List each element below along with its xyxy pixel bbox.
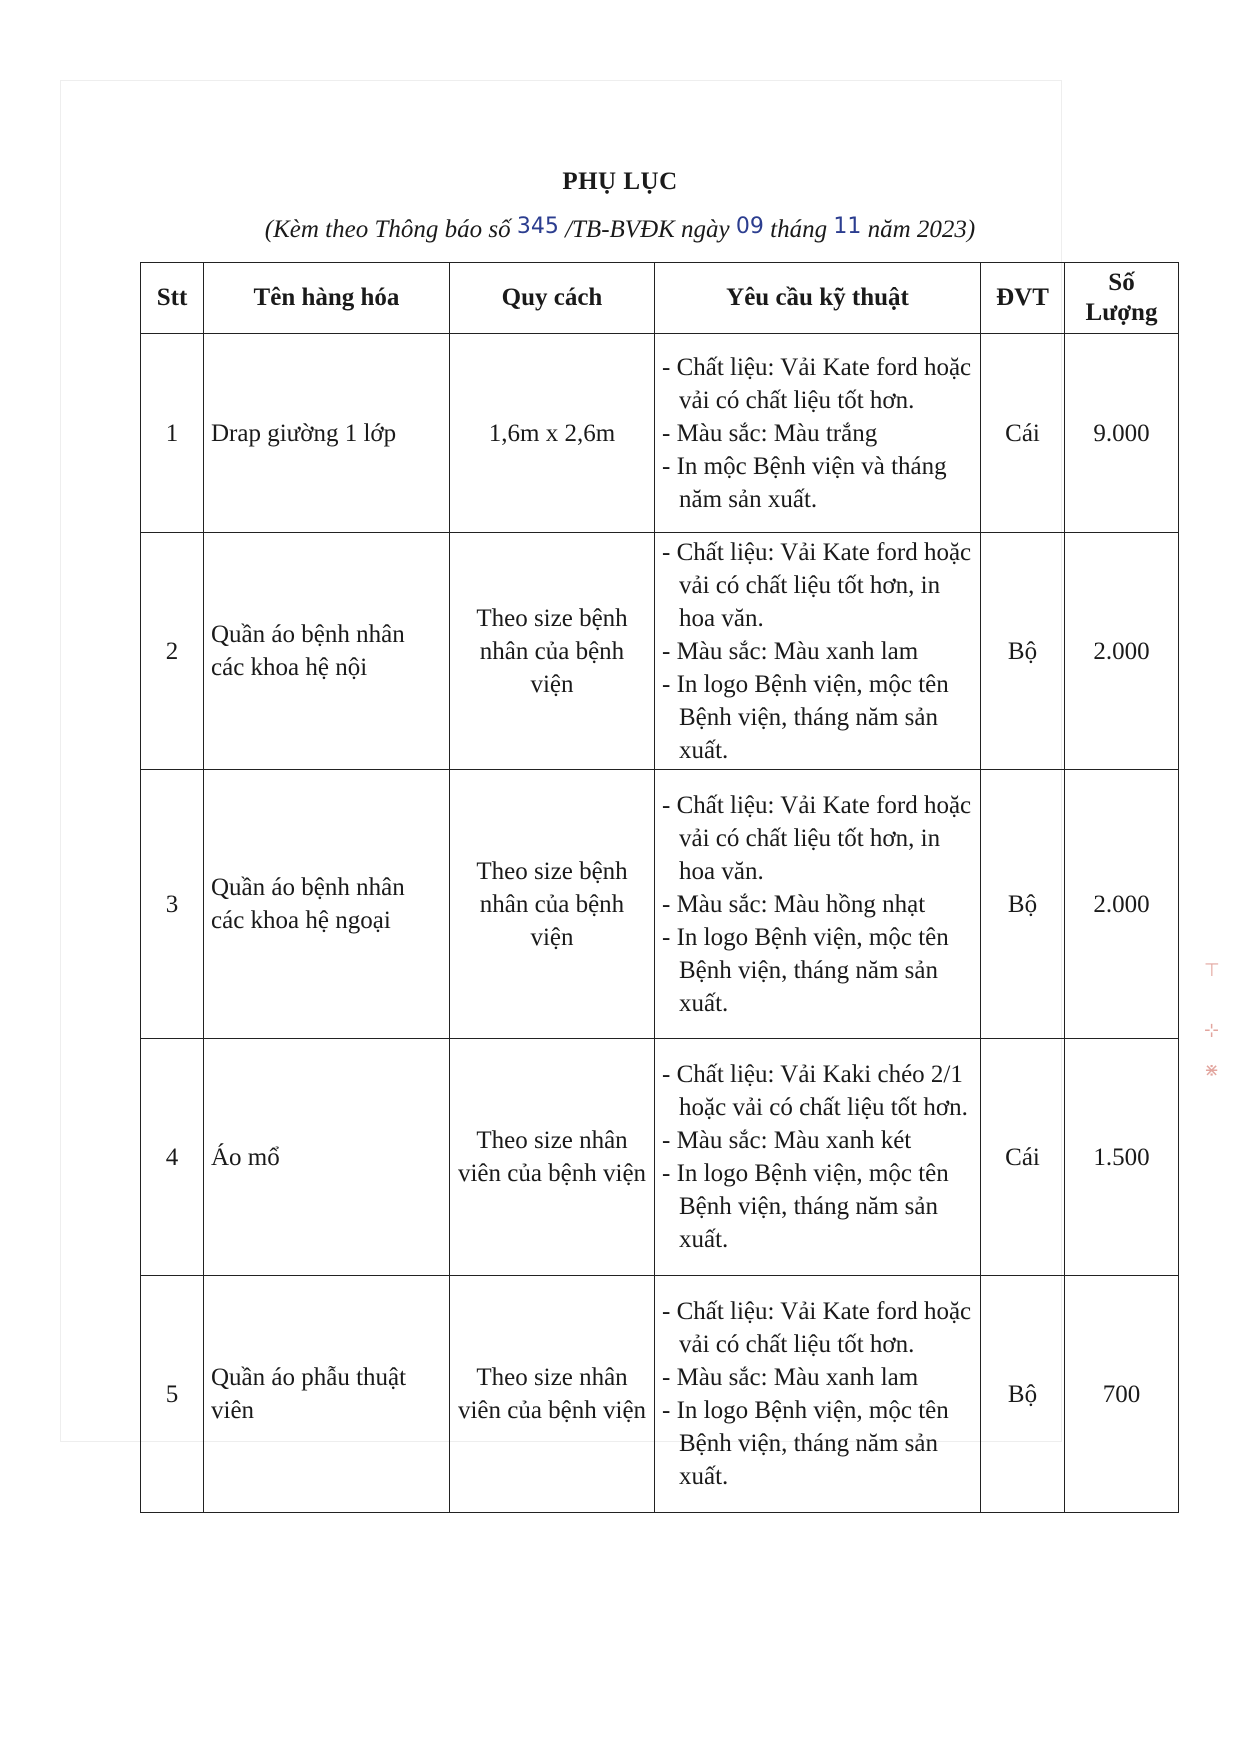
requirement-line: - Màu sắc: Màu xanh lam — [662, 1364, 919, 1391]
stamp-fragment-mark: ⋇ — [1204, 1060, 1220, 1081]
col-header-name: Tên hàng hóa — [204, 263, 450, 334]
table-row — [141, 1276, 1179, 1513]
requirement-line: - In logo Bệnh viện, mộc tên Bệnh viện, tháng năm sản xuất. — [662, 1397, 949, 1490]
cell-name: Áo mổ — [204, 1039, 450, 1276]
month-handwritten: 11 — [833, 214, 862, 239]
cell-requirements — [655, 334, 981, 533]
cell-unit: Bộ — [981, 770, 1065, 1039]
table-header-row — [141, 263, 1179, 334]
cell-stt: 1 — [141, 334, 204, 533]
cell-spec: Theo size nhân viên của bệnh viện — [450, 1276, 655, 1513]
cell-unit: Cái — [981, 334, 1065, 533]
stamp-fragment-mark: ⊹ — [1204, 1020, 1220, 1041]
cell-unit: Bộ — [981, 533, 1065, 770]
table-row — [141, 533, 1179, 770]
col-header-quantity-line2: Lượng — [1085, 299, 1158, 326]
stamp-fragment-mark: ⊤ — [1204, 960, 1220, 981]
requirement-line: - Chất liệu: Vải Kate ford hoặc vải có chất liệu tốt hơn, in hoa văn. — [662, 791, 972, 885]
cell-spec: Theo size bệnh nhân của bệnh viện — [450, 770, 655, 1039]
cell-stt: 5 — [141, 1276, 204, 1513]
cell-stt: 4 — [141, 1039, 204, 1276]
cell-name: Quần áo phẫu thuật viên — [204, 1276, 450, 1513]
cell-stt: 3 — [141, 770, 204, 1039]
col-header-unit: ĐVT — [981, 263, 1065, 334]
requirement-line: - Chất liệu: Vải Kate ford hoặc vải có chất liệu tốt hơn, in hoa văn. — [662, 538, 972, 632]
page-title: PHỤ LỤC — [562, 168, 678, 195]
cell-spec: Theo size nhân viên của bệnh viện — [450, 1039, 655, 1276]
requirement-line: - Màu sắc: Màu xanh lam — [662, 637, 919, 665]
subtitle-mid: /TB-BVĐK ngày — [558, 216, 736, 243]
requirement-line: - Chất liệu: Vải Kaki chéo 2/1 hoặc vải có chất liệu tốt hơn. — [662, 1061, 968, 1121]
requirement-line: - Màu sắc: Màu xanh két — [662, 1127, 912, 1154]
cell-stt: 2 — [141, 533, 204, 770]
cell-name: Drap giường 1 lớp — [204, 334, 450, 533]
col-header-quantity-line1: Số — [1108, 269, 1135, 296]
cell-name: Quần áo bệnh nhân các khoa hệ ngoại — [204, 770, 450, 1039]
month-label: tháng — [763, 216, 834, 243]
col-header-requirements: Yêu cầu kỹ thuật — [655, 263, 981, 334]
appendix-table — [140, 262, 1179, 1513]
requirement-line: - In logo Bệnh viện, mộc tên Bệnh viện, tháng năm sản xuất. — [662, 670, 949, 764]
day-handwritten: 09 — [735, 214, 764, 239]
cell-spec: 1,6m x 2,6m — [450, 334, 655, 533]
cell-requirements — [655, 533, 981, 770]
table-row — [141, 1039, 1179, 1276]
requirement-line: - Màu sắc: Màu trắng — [662, 419, 878, 447]
requirement-line: - In mộc Bệnh viện và tháng năm sản xuất. — [662, 452, 947, 513]
requirement-line: - In logo Bệnh viện, mộc tên Bệnh viện, tháng năm sản xuất. — [662, 1160, 949, 1253]
subtitle — [0, 216, 1240, 244]
table-row — [141, 334, 1179, 533]
cell-quantity: 2.000 — [1065, 533, 1179, 770]
notice-number-handwritten: 345 — [516, 214, 559, 239]
requirement-line: - Chất liệu: Vải Kate ford hoặc vải có chất liệu tốt hơn. — [662, 353, 972, 414]
cell-requirements — [655, 1276, 981, 1513]
year-text: năm 2023) — [861, 216, 976, 243]
table-row — [141, 770, 1179, 1039]
cell-unit: Bộ — [981, 1276, 1065, 1513]
cell-quantity: 9.000 — [1065, 334, 1179, 533]
requirement-line: - Chất liệu: Vải Kate ford hoặc vải có chất liệu tốt hơn. — [662, 1298, 972, 1358]
cell-quantity: 1.500 — [1065, 1039, 1179, 1276]
col-header-quantity — [1065, 263, 1179, 334]
requirement-line: - Màu sắc: Màu hồng nhạt — [662, 890, 926, 918]
cell-quantity: 700 — [1065, 1276, 1179, 1513]
cell-quantity: 2.000 — [1065, 770, 1179, 1039]
cell-requirements — [655, 1039, 981, 1276]
cell-unit: Cái — [981, 1039, 1065, 1276]
requirement-line: - In logo Bệnh viện, mộc tên Bệnh viện, tháng năm sản xuất. — [662, 923, 949, 1017]
cell-spec: Theo size bệnh nhân của bệnh viện — [450, 533, 655, 770]
subtitle-prefix: (Kèm theo Thông báo số — [264, 216, 517, 243]
col-header-stt: Stt — [141, 263, 204, 334]
col-header-spec: Quy cách — [450, 263, 655, 334]
cell-requirements — [655, 770, 981, 1039]
cell-name: Quần áo bệnh nhân các khoa hệ nội — [204, 533, 450, 770]
